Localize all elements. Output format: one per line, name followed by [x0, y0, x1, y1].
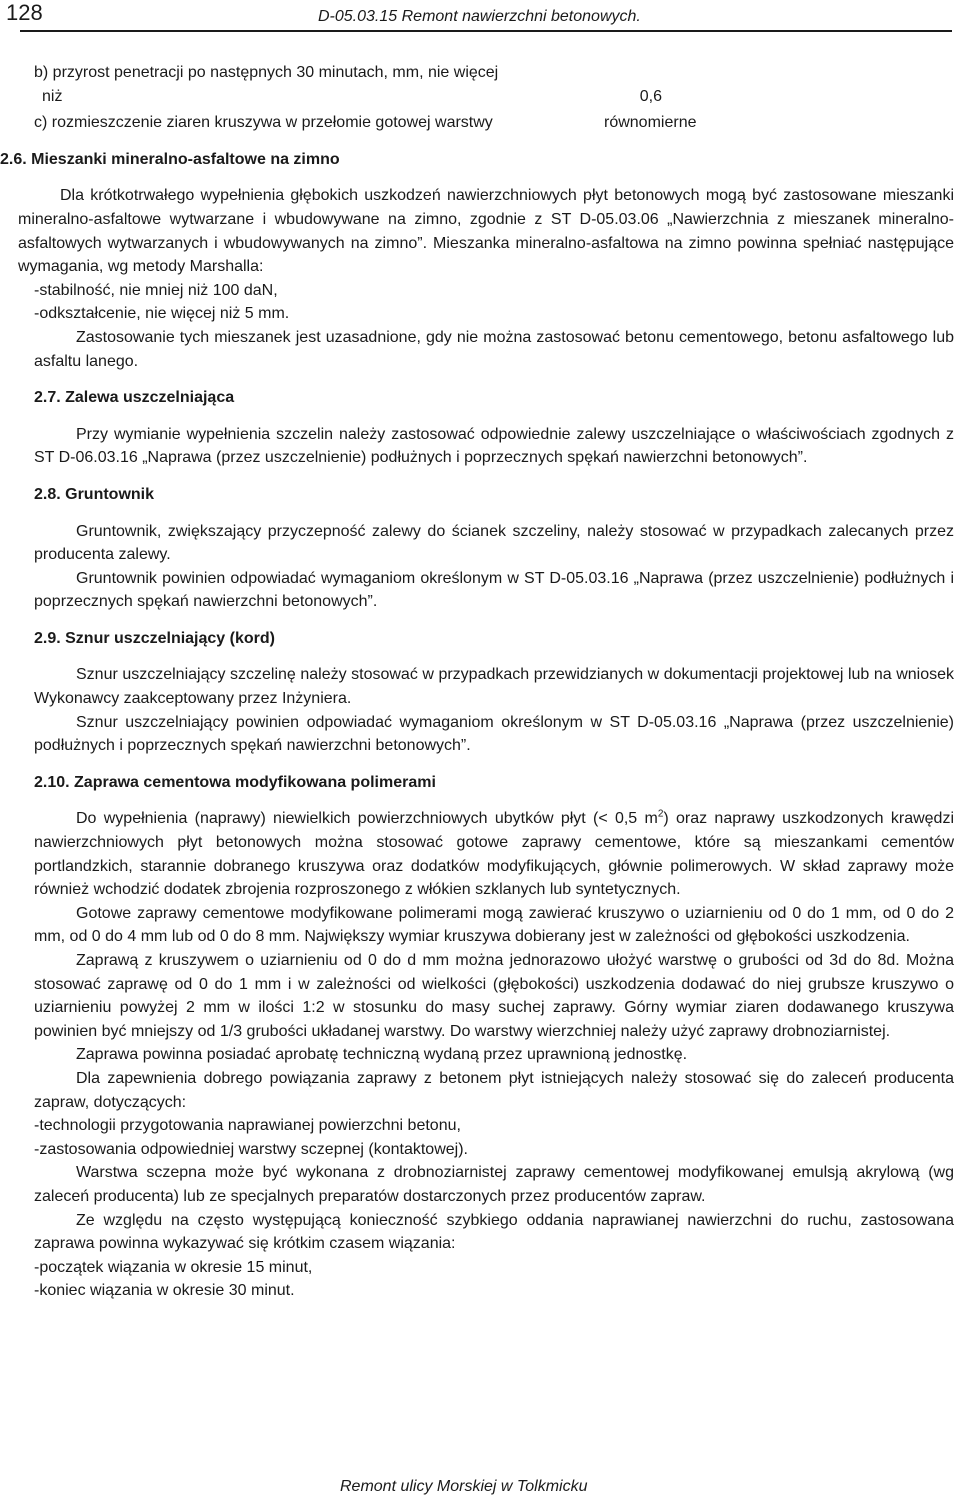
list-item-b-row — [34, 85, 954, 109]
list-item-c-label: c) rozmieszczenie ziaren kruszywa w przełomie gotowej warstwy — [34, 114, 493, 132]
list-item-b — [34, 61, 954, 108]
document-body — [0, 61, 954, 1303]
paragraph: Zastosowanie tych mieszanek jest uzasadnione, gdy nie można zastosować betonu cementowego, betonu asfaltowego lub asfaltu lanego. — [34, 328, 954, 370]
section-heading-2-7: 2.7. Zalewa uszczelniająca — [34, 389, 235, 407]
list-item: -technologii przygotowania naprawianej powierzchni betonu, — [34, 1117, 461, 1135]
section-heading-2-9: 2.9. Sznur uszczelniający (kord) — [34, 629, 275, 647]
paragraph: Gruntownik powinien odpowiadać wymaganiom określonym w ST D-05.03.16 „Naprawa (przez uszczelnienie) podłużnych i poprzecznych spękań nawierzchni betonowych”. — [34, 569, 954, 611]
section-heading-2-6: 2.6. Mieszanki mineralno-asfaltowe na zimno — [0, 150, 340, 168]
paragraph: Gruntownik, zwiększający przyczepność zalewy do ścianek szczeliny, należy stosować w przypadkach zalecanych przez producenta zalewy. — [34, 522, 954, 564]
section-heading-2-8: 2.8. Gruntownik — [34, 485, 155, 503]
paragraph: Dla krótkotrwałego wypełnienia głębokich uszkodzeń nawierzchniowych płyt betonowych mogą być zastosowane mieszanki mineralno-asfaltowe wytwarzane i wbudowywane na zimno, zgodnie z ST D-05.03.06 „Nawierzchnia z mieszanek mineralno-asfaltowych wytwarzanych i wbudowywanych na zimno”. Mieszanka mineralno-asfaltowa na zimno powinna spełniać następujące wymagania, wg metody Marshalla: — [18, 187, 954, 276]
list-item-b-value: 0,6 — [639, 87, 662, 105]
list-item: -początek wiązania w okresie 15 minut, — [34, 1258, 313, 1276]
list-item: -odkształcenie, nie więcej niż 5 mm. — [34, 305, 290, 323]
list-item-b-label: b) przyrost penetracji po następnych 30 minutach, mm, nie więcej — [34, 64, 499, 81]
paragraph: Sznur uszczelniający powinien odpowiadać wymaganiom określonym w ST D-05.03.16 „Naprawa (przez uszczelnienie) podłużnych i poprzecznych spękań nawierzchni betonowych”. — [34, 713, 954, 755]
list-item: -zastosowania odpowiedniej warstwy sczepnej (kontaktowej). — [34, 1140, 468, 1158]
paragraph: Gotowe zaprawy cementowe modyfikowane polimerami mogą zawierać kruszywo o uziarnieniu od 0 do 1 mm, od 0 do 2 mm, od 0 do 4 mm lub od 0 do 8 mm. Największy wymiar kruszywa dobierany jest w zależności od głębokości uszkodzenia. — [34, 904, 954, 946]
page-number: 128 — [6, 0, 43, 25]
paragraph — [34, 807, 954, 901]
paragraph-text: Do wypełnienia (naprawy) niewielkich powierzchniowych ubytków płyt (< 0,5 m — [76, 810, 658, 828]
paragraph: Zaprawa powinna posiadać aprobatę techniczną wydaną przez uprawnioną jednostkę. — [76, 1046, 688, 1064]
paragraph-text: ) oraz naprawy uszkodzonych krawędzi nawierzchniowych płyt betonowych można stosować gotowe zaprawy cementowe, które są mieszankami cementów portlandzkich, starannie dobranego kruszywa oraz dodatków modyfikujących, głównie polimerowych. W skład zaprawy może również wchodzić dodatek zbrojenia rozproszonego z włókien szklanych lub syntetycznych. — [34, 810, 954, 899]
list-item: -stabilność, nie mniej niż 100 daN, — [34, 281, 278, 299]
running-header: D-05.03.15 Remont nawierzchni betonowych. — [318, 8, 641, 25]
paragraph: Ze względu na często występującą konieczność szybkiego oddania naprawianej nawierzchni do ruchu, zastosowana zaprawa powinna wykazywać się krótkim czasem wiązania: — [34, 1211, 954, 1253]
page-footer: Remont ulicy Morskiej w Tolkmicku — [340, 1478, 588, 1495]
list-item: -koniec wiązania w okresie 30 minut. — [34, 1282, 295, 1300]
section-heading-2-10: 2.10. Zaprawa cementowa modyfikowana polimerami — [34, 773, 436, 791]
list-item-c — [34, 111, 954, 135]
paragraph: Warstwa sczepna może być wykonana z drobnoziarnistej zaprawy cementowej modyfikowanej emulsją akrylową (wg zaleceń producenta) lub ze specjalnych preparatów dostarczonych przez producentów zapraw. — [34, 1164, 954, 1205]
paragraph: Przy wymianie wypełnienia szczelin należy zastosować odpowiednie zalewy uszczelniające o właściwościach zgodnych z ST D-06.03.16 „Naprawa (przez uszczelnienie) podłużnych i poprzecznych spękań nawierzchni betonowych”. — [34, 425, 954, 467]
list-item-c-value: równomierne — [604, 114, 697, 132]
paragraph: Zaprawą z kruszywem o uziarnieniu od 0 do d mm można jednorazowo ułożyć warstwę o grubości od 3d do 8d. Można stosować zaprawę od 0 do 1 mm i w zależności od wielkości (głębokości) uszkodzenia dodawać do niej grubsze kruszywo o uziarnieniu powyżej 2 mm w ilości 1:2 w stosunku do masy suchej zaprawy. Górny wymiar ziaren dodawanego kruszywa powinien być mniejszy od 1/3 grubości układanej warstwy. Do warstwy wierzchniej należy użyć zaprawy drobnoziarnistej. — [34, 952, 954, 1040]
header-rule — [20, 30, 952, 32]
paragraph: Sznur uszczelniający szczelinę należy stosować w przypadkach przewidzianych w dokumentacji projektowej lub na wniosek Wykonawcy zaakceptowany przez Inżyniera. — [34, 666, 954, 708]
paragraph: Dla zapewnienia dobrego powiązania zaprawy z betonem płyt istniejących należy stosować się do zaleceń producenta zapraw, dotyczących: — [34, 1069, 954, 1111]
list-item-b-label-cont: niż — [42, 87, 63, 105]
superscript: 2 — [657, 809, 664, 821]
